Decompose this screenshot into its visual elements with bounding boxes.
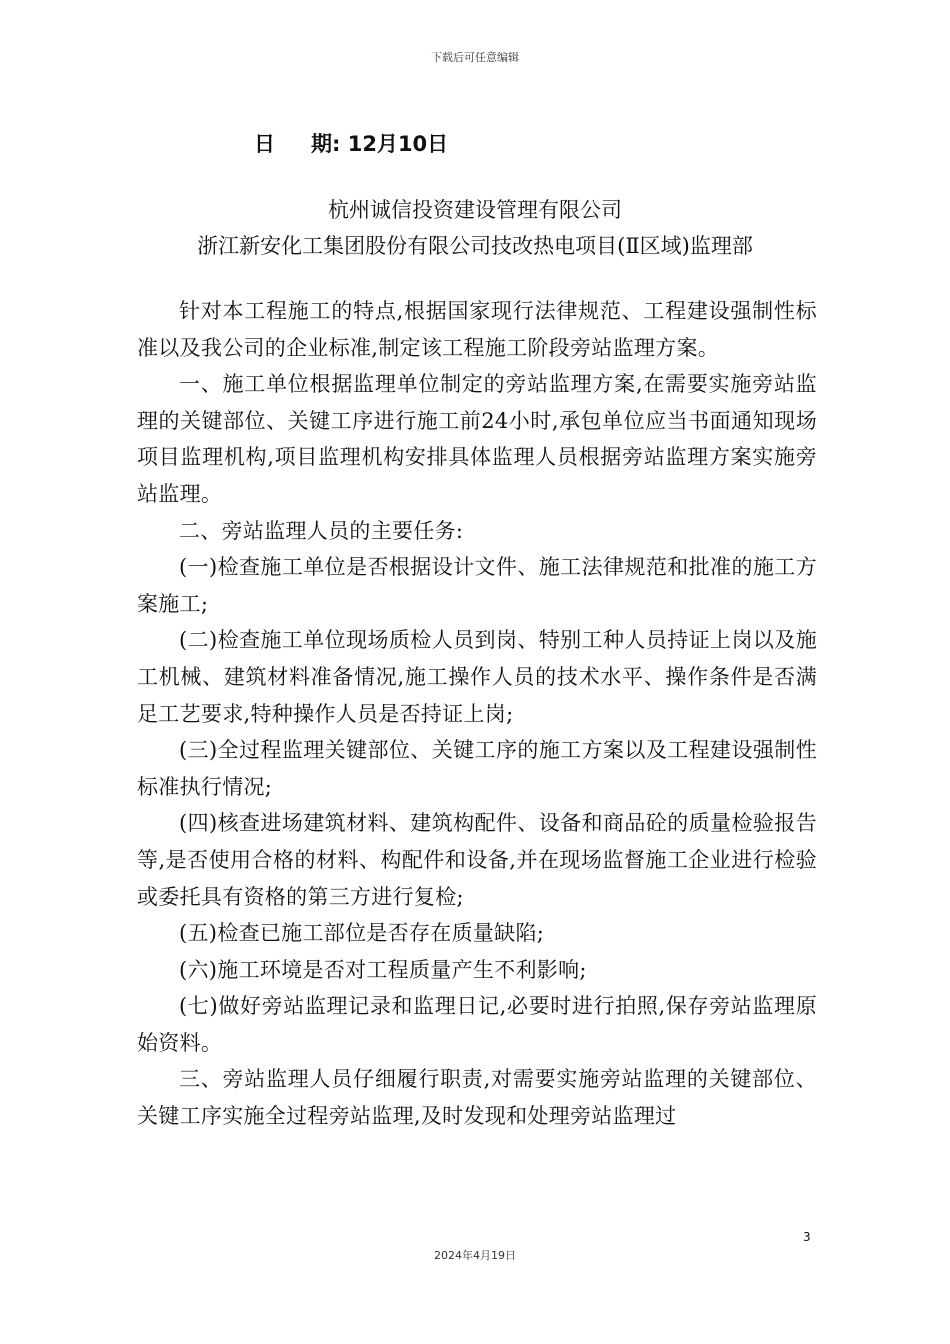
paragraph-section-1: 一、施工单位根据监理单位制定的旁站监理方案,在需要实施旁站监理的关键部位、关键工序进行施工前24小时,承包单位应当书面通知现场项目监理机构,项目监理机构安排具体监理人员根据旁站监理方案实施旁站监理。 xyxy=(137,372,817,506)
paragraph-task-4: (四)核查进场建筑材料、建筑构配件、设备和商品砼的质量检验报告等,是否使用合格的材料、构配件和设备,并在现场监督施工企业进行检验或委托具有资格的第三方进行复检; xyxy=(137,811,817,909)
date-line xyxy=(254,128,448,158)
date-value: 12月10日 xyxy=(347,132,449,156)
paragraph-task-5: (五)检查已施工部位是否存在质量缺陷; xyxy=(179,921,545,946)
paragraph-task-7: (七)做好旁站监理记录和监理日记,必要时进行拍照,保存旁站监理原始资料。 xyxy=(137,994,817,1055)
paragraph-task-3: (三)全过程监理关键部位、关键工序的施工方案以及工程建设强制性标准执行情况; xyxy=(137,738,817,799)
paragraph-intro: 针对本工程施工的特点,根据国家现行法律规范、工程建设强制性标准以及我公司的企业标准,制定该工程施工阶段旁站监理方案。 xyxy=(137,299,817,360)
date-label-char-2: 期: xyxy=(311,132,341,156)
paragraph-task-2: (二)检查施工单位现场质检人员到岗、特别工种人员持证上岗以及施工机械、建筑材料准备情况,施工操作人员的技术水平、操作条件是否满足工艺要求,特种操作人员是否持证上岗; xyxy=(137,628,817,726)
date-label-char-1: 日 xyxy=(254,132,275,156)
paragraph-task-1: (一)检查施工单位是否根据设计文件、施工法律规范和批准的施工方案施工; xyxy=(137,555,817,616)
document-body xyxy=(137,293,817,1135)
header-note: 下载后可任意编辑 xyxy=(431,51,519,64)
paragraph-section-3: 三、旁站监理人员仔细履行职责,对需要实施旁站监理的关键部位、关键工序实施全过程旁站监理,及时发现和处理旁站监理过 xyxy=(137,1067,817,1129)
paragraph-section-2-heading: 二、旁站监理人员的主要任务: xyxy=(179,518,464,543)
company-name: 杭州诚信投资建设管理有限公司 xyxy=(328,198,622,222)
paragraph-task-6: (六)施工环境是否对工程质量产生不利影响; xyxy=(179,957,587,982)
department-name: 浙江新安化工集团股份有限公司技改热电项目(Ⅱ区域)监理部 xyxy=(197,234,753,258)
page-number: 3 xyxy=(803,1230,811,1244)
footer-date: 2024年4月19日 xyxy=(434,1249,516,1262)
